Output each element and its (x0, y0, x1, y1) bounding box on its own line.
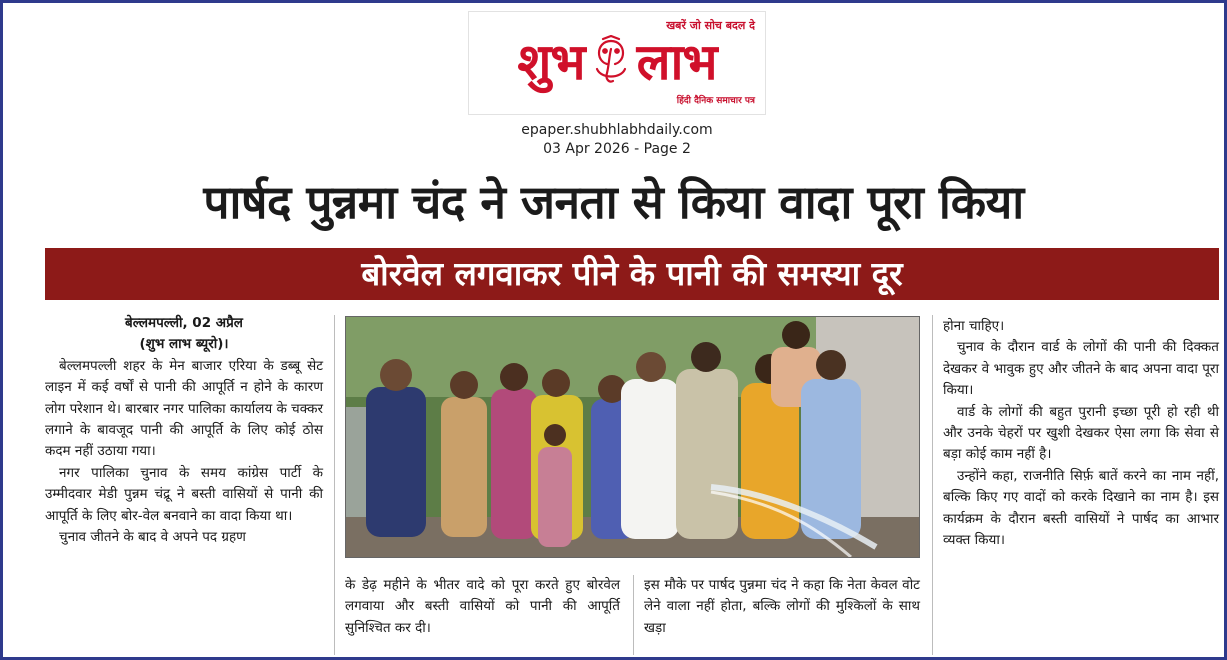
subheadline-banner: बोरवेल लगवाकर पीने के पानी की समस्या दूर (45, 248, 1219, 300)
paragraph: नगर पालिका चुनाव के समय कांग्रेस पार्टी के उम्मीदवार मेडी पुन्नम चंद्रू ने बस्ती वासियों से पानी की आपूर्ति के लिए बोर-वेल बनवाने का वादा किया था। (45, 464, 323, 524)
article-photo[interactable] (345, 316, 920, 558)
headline: पार्षद पुन्नमा चंद ने जनता से किया वादा पूरा किया (203, 175, 1024, 229)
column-1 (45, 313, 323, 548)
logo-text-left: शुभ (517, 32, 585, 91)
photo-illustration (346, 317, 920, 558)
paragraph: चुनाव के दौरान वार्ड के लोगों की पानी की दिक्कत देखकर वे भावुक हुए और जीतने के बाद अपना वादा पूरा किया। (943, 339, 1219, 399)
dateline-source: (शुभ लाभ ब्यूरो)। (139, 336, 229, 353)
column-divider (932, 315, 933, 655)
column-3 (644, 575, 920, 639)
epaper-url[interactable]: epaper.shubhlabhdaily.com (521, 122, 713, 138)
logo-wordmark (469, 26, 765, 98)
ganesh-icon (589, 35, 633, 89)
column-divider (334, 315, 335, 655)
edition-date: 03 Apr 2026 - Page 2 (543, 141, 691, 157)
dateline-place: बेल्लमपल्ली, 02 अप्रैल (125, 315, 243, 331)
paragraph: वार्ड के लोगों की बहुत पुरानी इच्छा पूरी हो रही थी और उनके चेहरों पर खुशी देखकर ऐसा लगा कि सेवा से बड़ा कोई काम नहीं है। (943, 403, 1219, 463)
paragraph: चुनाव जीतने के बाद वे अपने पद ग्रहण (59, 529, 246, 546)
paragraph: बेल्लमपल्ली शहर के मेन बाजार एरिया के डब्बू सेट लाइन में कई वर्षों से पानी की आपूर्ति न होने के कारण लोग परेशान थे। बारबार नगर पालिका कार्यालय के चक्कर लगाने के बावजूद पानी की आपूर्ति के लिए कोई ठोस कदम नहीं उठाया गया। (45, 357, 323, 460)
paragraph: इस मौके पर पार्षद पुन्नमा चंद ने कहा कि नेता केवल वोट लेने वाला नहीं होता, बल्कि लोगों की मुश्किलों के साथ खड़ा (644, 577, 920, 636)
masthead-logo[interactable] (468, 11, 766, 115)
paragraph: उन्होंने कहा, राजनीति सिर्फ़ बातें करने का नाम नहीं, बल्कि किए गए वादों को करके दिखाने का नाम है। इस कार्यक्रम के दौरान बस्ती वासियों ने पार्षद का आभार व्यक्त किया। (943, 467, 1219, 549)
masthead-tagline: खबरें जो सोच बदल दे (666, 19, 755, 32)
column-4 (943, 316, 1219, 551)
paragraph: होना चाहिए। (943, 318, 1005, 334)
paragraph: के डेढ़ महीने के भीतर वादे को पूरा करते हुए बोरवेल लगवाया और बस्ती वासियों को पानी की आपूर्ति सुनिश्चित कर दी। (345, 577, 620, 636)
masthead-subtitle: हिंदी दैनिक समाचार पत्र (676, 96, 755, 106)
column-divider (633, 575, 634, 655)
column-2 (345, 575, 620, 639)
logo-text-right: लाभ (636, 32, 717, 91)
